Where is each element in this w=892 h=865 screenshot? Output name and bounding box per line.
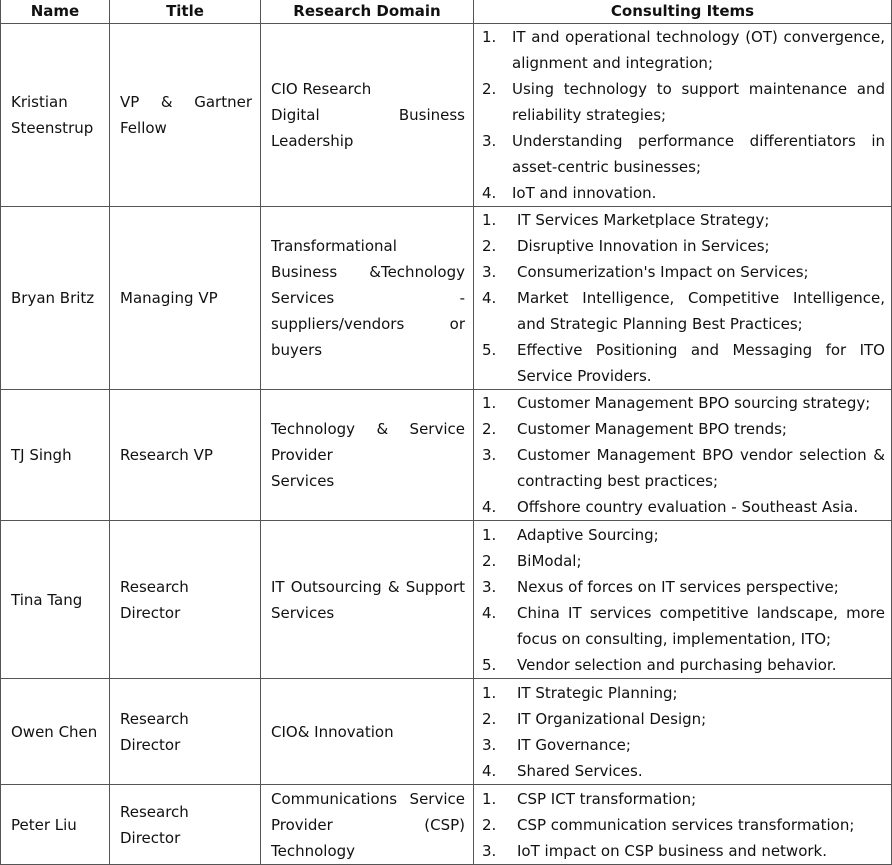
- research-domain: [261, 785, 474, 865]
- list-item-number: 1.: [482, 211, 497, 229]
- research-domain-line: Technology & Service Provider: [271, 420, 465, 464]
- list-item-text: IT Services Marketplace Strategy;: [517, 211, 770, 229]
- list-item-number: 3.: [482, 841, 497, 860]
- list-item-number: 1.: [482, 28, 497, 46]
- research-domain: [261, 521, 474, 679]
- table-row: [1, 679, 892, 785]
- consulting-items: [474, 390, 892, 521]
- list-item: [482, 522, 885, 548]
- consulting-items: [474, 521, 892, 679]
- list-item-number: 1.: [482, 525, 497, 544]
- list-item-text: Vendor selection and purchasing behavior.: [517, 655, 837, 674]
- table-row: [1, 521, 892, 679]
- research-domain: [261, 390, 474, 521]
- list-item: [482, 233, 885, 259]
- research-domain-line: Transformational Business &Technology Services - suppliers/vendors or buyers: [271, 237, 465, 359]
- header-row: [1, 0, 892, 24]
- list-item-number: 2.: [482, 709, 497, 728]
- list-item-text: CSP communication services transformation;: [517, 815, 855, 834]
- analyst-title: Research Director: [110, 785, 261, 865]
- list-item-text: IoT and innovation.: [512, 184, 657, 202]
- analyst-name: Owen Chen: [1, 679, 110, 785]
- list-item-number: 2.: [482, 80, 497, 98]
- list-item-number: 2.: [482, 237, 497, 255]
- consulting-items-list: [482, 390, 885, 520]
- list-item: [482, 128, 885, 180]
- consulting-items-list: [482, 680, 885, 784]
- list-item-number: 3.: [482, 446, 497, 464]
- consulting-items-list: [482, 786, 885, 864]
- consulting-items: [474, 785, 892, 865]
- list-item-number: 4.: [482, 289, 497, 307]
- list-item-text: Understanding performance differentiators in asset-centric businesses;: [512, 132, 885, 176]
- list-item-text: Adaptive Sourcing;: [517, 525, 659, 544]
- list-item: [482, 758, 885, 784]
- list-item: [482, 706, 885, 732]
- list-item-number: 4.: [482, 184, 497, 202]
- list-item-text: IoT impact on CSP business and network.: [517, 841, 827, 860]
- consulting-items: [474, 679, 892, 785]
- list-item-text: Disruptive Innovation in Services;: [517, 237, 770, 255]
- list-item-number: 2.: [482, 420, 497, 438]
- list-item: [482, 180, 885, 206]
- consulting-items: [474, 207, 892, 390]
- list-item-number: 2.: [482, 551, 497, 570]
- list-item: [482, 574, 885, 600]
- header-name: Name: [1, 0, 110, 24]
- list-item: [482, 680, 885, 706]
- analyst-name: Tina Tang: [1, 521, 110, 679]
- research-domain: [261, 207, 474, 390]
- list-item-number: 1.: [482, 683, 497, 702]
- list-item-text: IT Strategic Planning;: [517, 683, 678, 702]
- list-item: [482, 732, 885, 758]
- list-item-text: BiModal;: [517, 551, 582, 570]
- list-item-text: Nexus of forces on IT services perspective;: [517, 577, 839, 596]
- list-item: [482, 259, 885, 285]
- list-item-text: Offshore country evaluation - Southeast Asia.: [517, 498, 859, 516]
- analyst-title: Managing VP: [110, 207, 261, 390]
- header-consulting-items: Consulting Items: [474, 0, 892, 24]
- analyst-name: Bryan Britz: [1, 207, 110, 390]
- list-item: [482, 390, 885, 416]
- list-item-number: 5.: [482, 341, 497, 359]
- list-item: [482, 548, 885, 574]
- list-item: [482, 442, 885, 494]
- list-item-number: 3.: [482, 263, 497, 281]
- list-item-text: IT and operational technology (OT) convergence, alignment and integration;: [512, 28, 885, 72]
- list-item-number: 2.: [482, 815, 497, 834]
- research-domain: [261, 24, 474, 207]
- consulting-items-list: [482, 24, 885, 206]
- list-item-text: Customer Management BPO sourcing strategy;: [517, 394, 871, 412]
- list-item-number: 4.: [482, 498, 497, 516]
- list-item: [482, 494, 885, 520]
- list-item: [482, 24, 885, 76]
- list-item-text: IT Organizational Design;: [517, 709, 707, 728]
- list-item: [482, 76, 885, 128]
- list-item-number: 3.: [482, 132, 497, 150]
- research-domain-line: Services: [271, 472, 335, 490]
- header-research-domain: Research Domain: [261, 0, 474, 24]
- analyst-title: Research Director: [110, 679, 261, 785]
- table-row: [1, 24, 892, 207]
- analyst-title: Research Director: [110, 521, 261, 679]
- research-domain-line: Communications Service Provider (CSP) Technology: [271, 789, 465, 860]
- research-domain-line: CIO Research: [271, 80, 372, 98]
- table-row: [1, 785, 892, 865]
- consulting-items: [474, 24, 892, 207]
- research-domain-line: IT Outsourcing & Support Services: [271, 577, 465, 622]
- list-item: [482, 416, 885, 442]
- list-item-text: Customer Management BPO trends;: [517, 420, 787, 438]
- consulting-items-list: [482, 522, 885, 678]
- list-item-text: Market Intelligence, Competitive Intelligence, and Strategic Planning Best Practices;: [517, 289, 885, 333]
- list-item: [482, 337, 885, 389]
- analyst-title: VP & Gartner Fellow: [110, 24, 261, 207]
- list-item: [482, 285, 885, 337]
- header-title: Title: [110, 0, 261, 24]
- research-domain-line: CIO& Innovation: [271, 722, 394, 741]
- list-item-text: Customer Management BPO vendor selection & contracting best practices;: [517, 446, 885, 490]
- list-item: [482, 600, 885, 652]
- list-item: [482, 207, 885, 233]
- list-item-text: Consumerization's Impact on Services;: [517, 263, 809, 281]
- list-item-number: 4.: [482, 603, 497, 622]
- list-item-text: China IT services competitive landscape, more focus on consulting, implementation, ITO;: [517, 603, 885, 648]
- analyst-name: Kristian Steenstrup: [1, 24, 110, 207]
- list-item: [482, 786, 885, 812]
- consulting-items-list: [482, 207, 885, 389]
- analyst-name: Peter Liu: [1, 785, 110, 865]
- list-item-text: IT Governance;: [517, 735, 631, 754]
- research-domain: [261, 679, 474, 785]
- list-item: [482, 652, 885, 678]
- list-item-number: 1.: [482, 789, 497, 808]
- list-item-text: CSP ICT transformation;: [517, 789, 697, 808]
- table-row: [1, 207, 892, 390]
- list-item-number: 3.: [482, 577, 497, 596]
- list-item: [482, 812, 885, 838]
- list-item-text: Shared Services.: [517, 761, 643, 780]
- research-domain-line: Digital Business Leadership: [271, 106, 465, 150]
- list-item-number: 4.: [482, 761, 497, 780]
- list-item-number: 3.: [482, 735, 497, 754]
- analyst-name: TJ Singh: [1, 390, 110, 521]
- list-item-number: 1.: [482, 394, 497, 412]
- list-item-number: 5.: [482, 655, 497, 674]
- list-item-text: Effective Positioning and Messaging for ITO Service Providers.: [517, 341, 885, 385]
- list-item-text: Using technology to support maintenance and reliability strategies;: [512, 80, 885, 124]
- analyst-title: Research VP: [110, 390, 261, 521]
- table-row: [1, 390, 892, 521]
